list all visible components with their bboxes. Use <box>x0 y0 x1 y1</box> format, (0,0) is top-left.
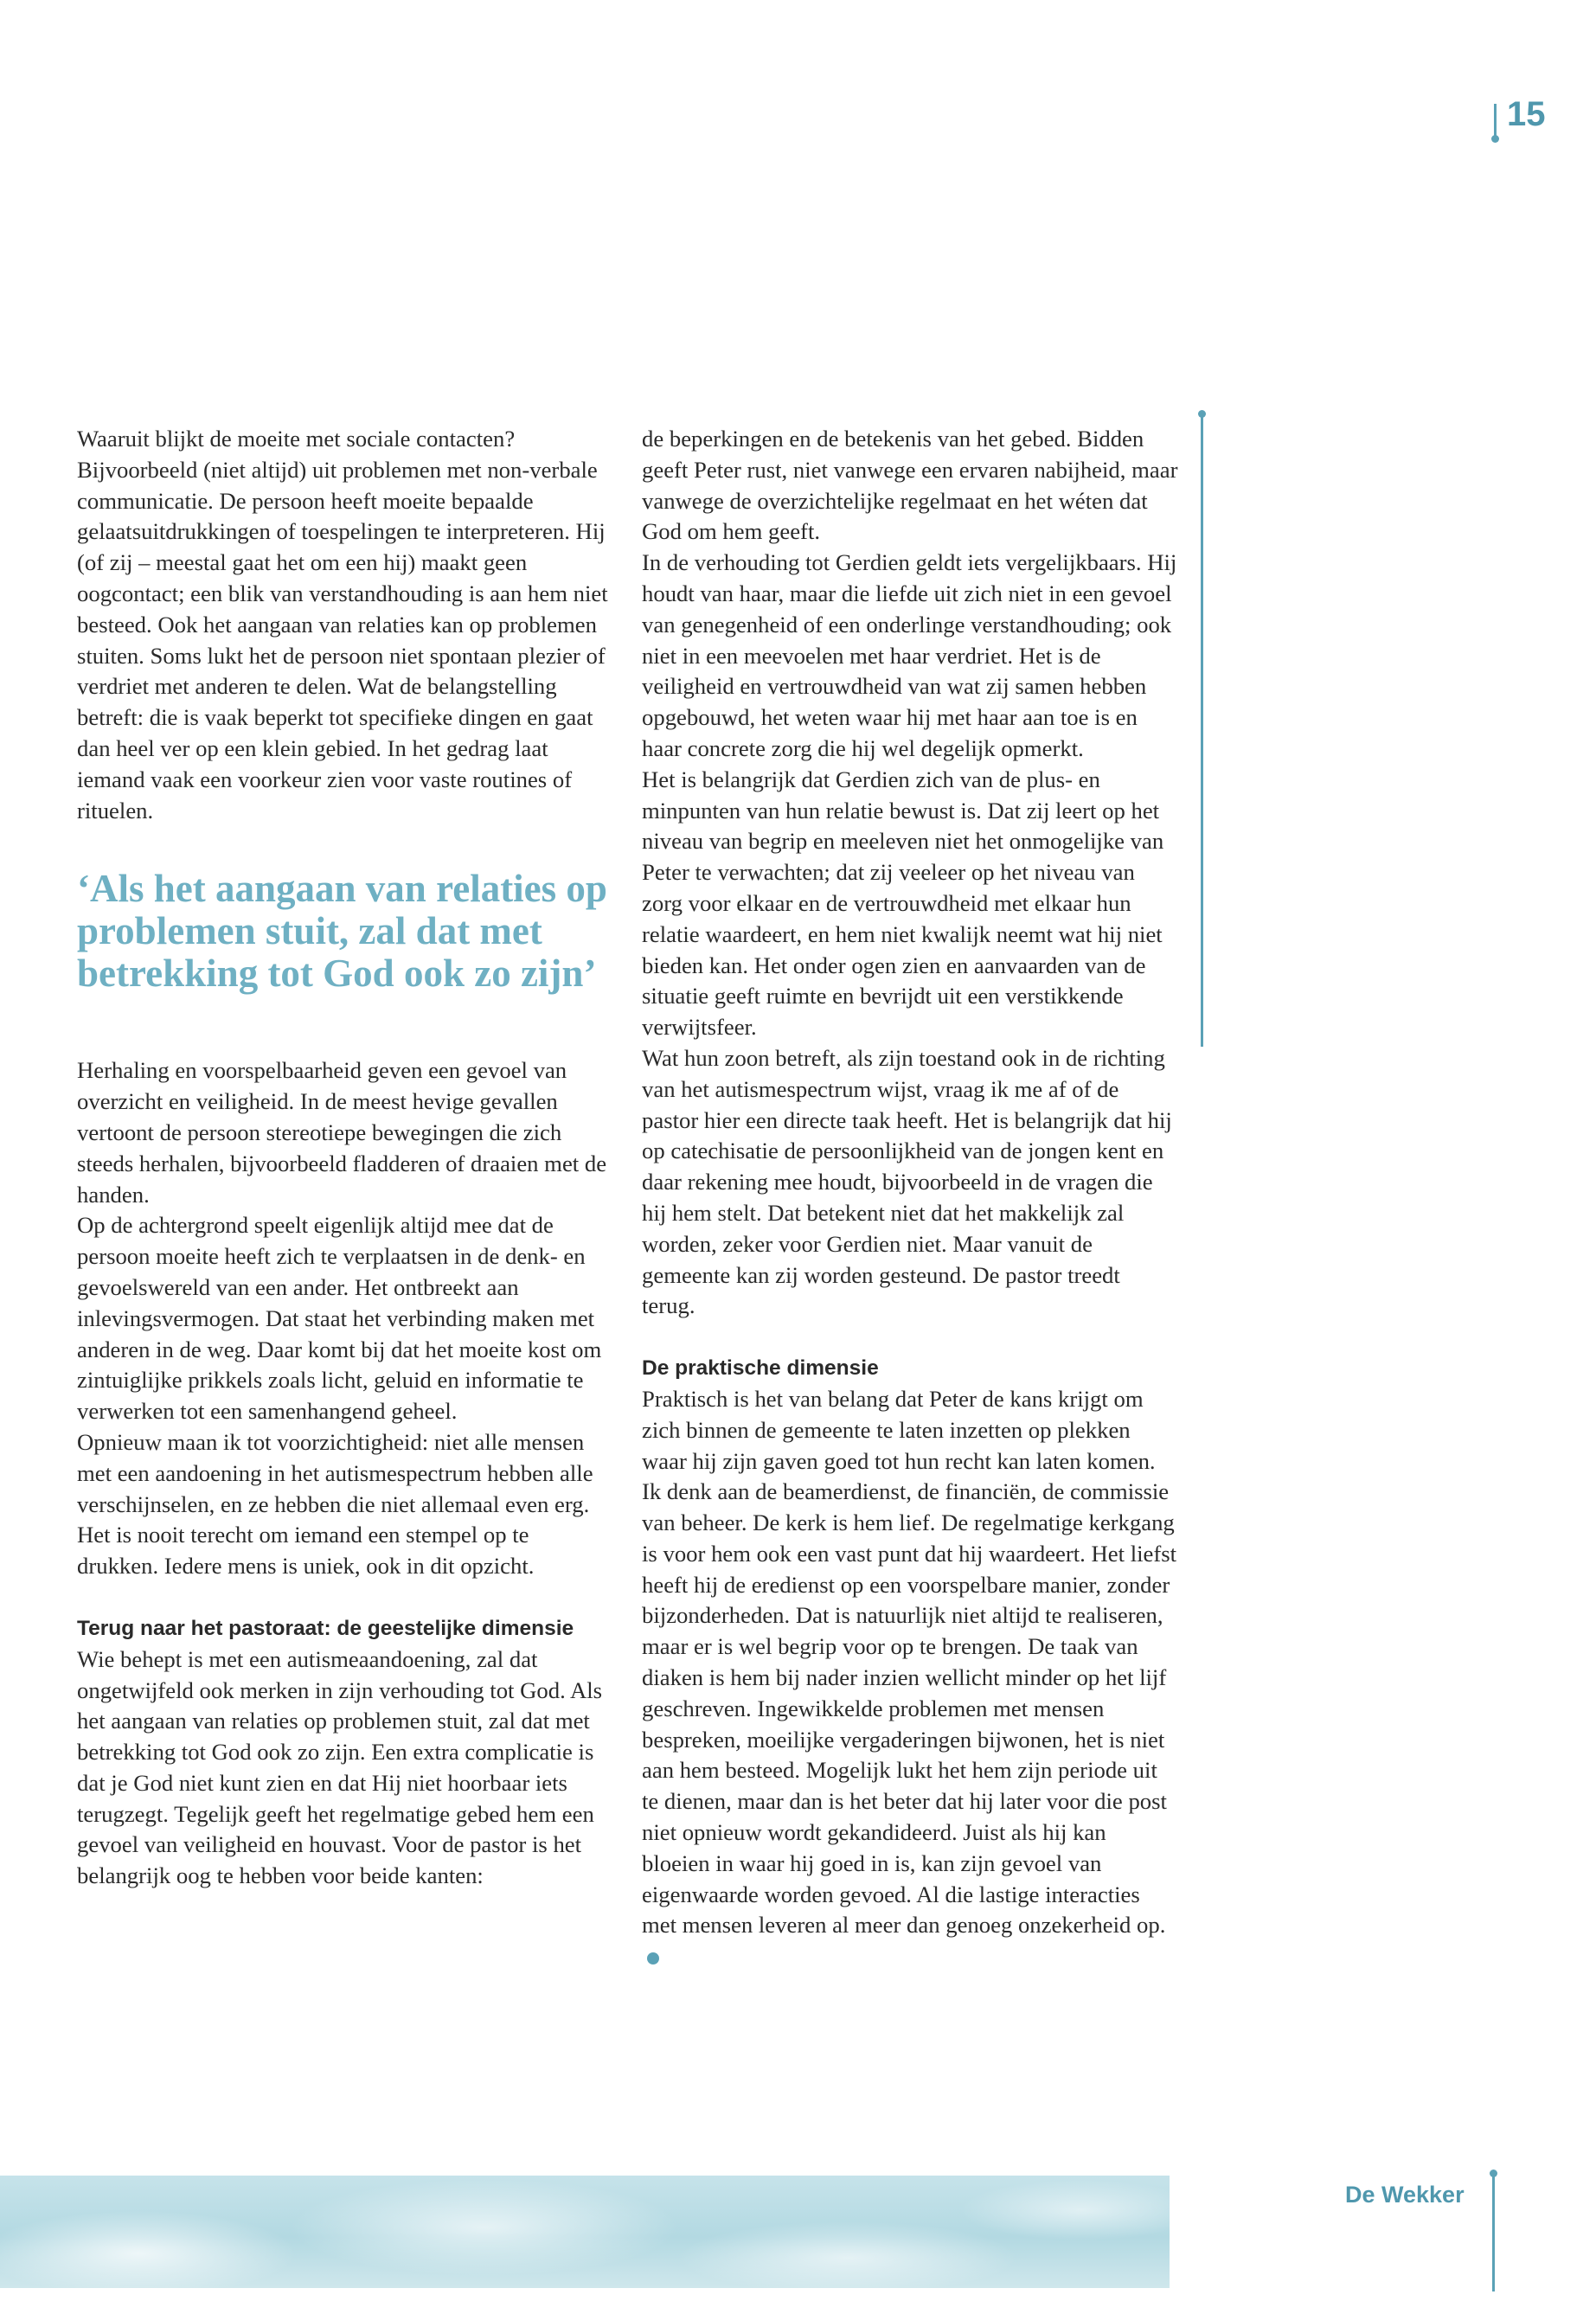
section-heading: Terug naar het pastoraat: de geestelijke dimensie <box>77 1616 574 1640</box>
paragraph-text: Praktisch is het van belang dat Peter de kans krijgt om zich binnen de gemeente te laten inzetten op plekken waar hij zijn gaven goed tot hun recht kan laten komen. Ik denk aan de beamerdienst, de financiën, de commissie van beheer. De kerk is hem lief. De regelmatige kerkgang is voor hem ook een vast punt dat hij waardeert. Het liefst heeft hij de eredienst op een voorspelbare manier, zonder bijzonderheden. Dat is natuurlijk niet altijd te realiseren, maar er is wel begrip voor op te brengen. De taak van diaken is hem bij nader inzien wellicht minder op het lijf geschreven. Ingewikkelde problemen met mensen bespreken, moeilijke vergaderingen bijwonen, het is niet aan hem besteed. Mogelijk lukt het hem zijn periode uit te dienen, maar dan is het beter dat hij later voor die post niet opnieuw wordt gekandideerd. Juist als hij kan bloeien in waar hij goed in is, kan zijn gevoel van eigenwaarde worden gevoed. Al die lastige interacties met mensen leveren al meer dan genoeg onzekerheid op. <box>642 1385 1177 1939</box>
page-number: 15 <box>1507 95 1546 133</box>
footer-rule <box>1492 2175 1495 2291</box>
paragraph: Waaruit blijkt de moeite met sociale contacten? Bijvoorbeeld (niet altijd) uit problemen met non-verbale communicatie. De persoon heeft moeite bepaalde gelaatsuitdrukkingen of toespelingen te interpreteren. Hij (of zij – meestal gaat het om een hij) maakt geen oogcontact; een blik van verstandhouding is aan hem niet besteed. Ook het aangaan van relaties kan op problemen stuiten. Soms lukt het de persoon niet spontaan plezier of verdriet met anderen te delen. Wat de belangstelling betreft: die is vaak beperkt tot specifieke dingen en gaat dan heel ver op een klein gebied. In het gedrag laat iemand vaak een voorkeur zien voor vaste routines of rituelen. <box>77 426 608 824</box>
magazine-brand: De Wekker <box>1345 2182 1465 2208</box>
paragraph: Opnieuw maan ik tot voorzichtigheid: niet alle mensen met een aandoening in het autismespectrum hebben alle verschijnselen, en ze hebben die niet allemaal even erg. Het is nooit terecht om iemand een stempel op te drukken. Iedere mens is uniek, ook in dit opzicht. <box>77 1428 593 1580</box>
end-of-article-dot <box>647 1952 659 1965</box>
paragraph: In de verhouding tot Gerdien geldt iets vergelijkbaars. Hij houdt van haar, maar die liefde uit zich niet in een gevoel van genegenheid of een onderlinge verstandhouding; ook niet in een meevoelen met haar verdriet. Het is de veiligheid en vertrouwdheid van wat zij samen hebben opgebouwd, het weten waar hij met haar aan toe is en haar concrete zorg die hij wel degelijk opmerkt. <box>642 549 1177 761</box>
right-column <box>642 424 1178 1972</box>
footer-sky-image <box>0 2176 1170 2288</box>
paragraph: Wat hun zoon betreft, als zijn toestand ook in de richting van het autismespectrum wijst, vraag ik me af of de pastor hier een directe taak heeft. Het is belangrijk dat hij op catechisatie de persoonlijkheid van de jongen kent en daar rekening mee houdt, bijvoorbeeld in de vragen die hij hem stelt. Dat betekent niet dat het makkelijk zal worden, zeker voor Gerdien niet. Maar vanuit de gemeente kan zij worden gesteund. De pastor treedt terug. <box>642 1044 1172 1319</box>
page-number-rule <box>1494 104 1497 137</box>
pull-quote: ‘Als het aangaan van relaties op problemen stuit, zal dat met betrekking tot God ook zo zijn’ <box>77 867 607 996</box>
final-paragraph <box>642 1384 1178 1972</box>
paragraph: de beperkingen en de betekenis van het gebed. Bidden geeft Peter rust, niet vanwege een ervaren nabijheid, maar vanwege de overzichtelijke regelmaat en het wéten dat God om hem geeft. <box>642 426 1178 545</box>
page-number-rule-dot <box>1491 135 1499 143</box>
paragraph: Op de achtergrond speelt eigenlijk altijd mee dat de persoon moeite heeft zich te verplaatsen in de denk- en gevoelswereld van een ander. Het ontbreekt aan inlevingsvermogen. Dat staat het verbinding maken met anderen in de weg. Daar komt bij dat het moeite kost om zintuiglijke prikkels zoals licht, geluid en informatie te verwerken tot een samenhangend geheel. <box>77 1212 602 1425</box>
paragraph: Herhaling en voorspelbaarheid geven een gevoel van overzicht en veiligheid. In de meest hevige gevallen vertoont de persoon stereotiepe bewegingen die zich steeds herhalen, bijvoorbeeld fladderen of draaien met de handen. <box>77 1057 607 1208</box>
section-heading: De praktische dimensie <box>642 1356 879 1381</box>
column-rule <box>1201 415 1203 1047</box>
paragraph: Wie behept is met een autismeaandoening, zal dat ongetwijfeld ook merken in zijn verhouding tot God. Als het aangaan van relaties op problemen stuit, zal dat met betrekking tot God ook zo zijn. Een extra complicatie is dat je God niet kunt zien en dat Hij niet hoorbaar iets terugzegt. Tegelijk geeft het regelmatige gebed hem een gevoel van veiligheid en houvast. Voor de pastor is het belangrijk oog te hebben voor beide kanten: <box>77 1645 603 1889</box>
left-column <box>77 424 613 1892</box>
paragraph: Het is belangrijk dat Gerdien zich van de plus- en minpunten van hun relatie bewust is. Dat zij leert op het niveau van begrip en meeleven niet het onmogelijke van Peter te verwachten; dat zij veeleer op het niveau van zorg voor elkaar en de vertrouwdheid met elkaar hun relatie waardeert, en hem niet kwalijk neemt wat hij niet bieden kan. Het onder ogen zien en aanvaarden van de situatie geeft ruimte en bevrijdt uit een verstikkende verwijtsfeer. <box>642 766 1164 1041</box>
